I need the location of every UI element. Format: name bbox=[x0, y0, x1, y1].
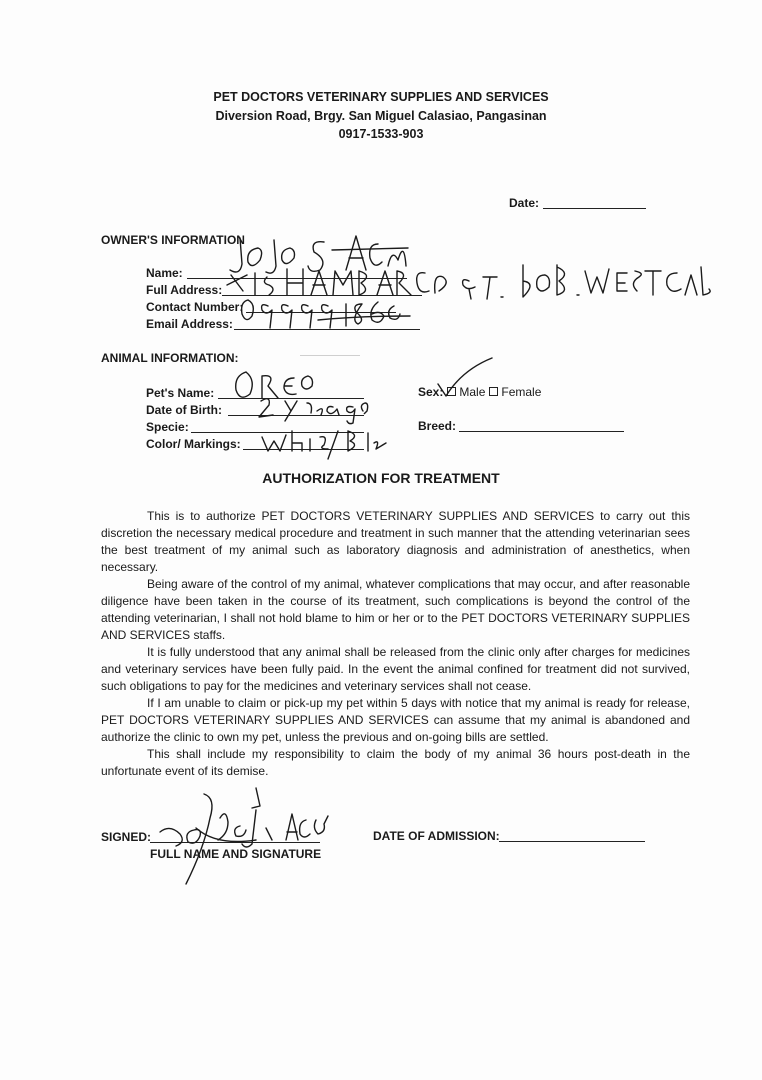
male-option: Male bbox=[459, 385, 486, 399]
email-label: Email Address: bbox=[146, 317, 233, 331]
signature-caption: FULL NAME AND SIGNATURE bbox=[150, 847, 322, 861]
auth-paragraph: This shall include my responsibility to claim the body of my animal 36 hours post-death in the unfortunate event of its demise. bbox=[101, 747, 690, 778]
handwritten-signature bbox=[156, 788, 331, 886]
address-label: Full Address: bbox=[146, 283, 223, 297]
auth-paragraph: Being aware of the control of my animal, whatever complications that may occur, and after reasonable diligence have been taken in the course of its treatment, such complications is beyond the control of the attending veterinarian, I shall not hold blame to him or her or to the PET DOCTORS VETERINARY SUPPLIES AND SERVICES staffs. bbox=[101, 577, 690, 642]
clinic-name: PET DOCTORS VETERINARY SUPPLIES AND SERVICES bbox=[213, 90, 549, 104]
contact-label: Contact Number: bbox=[146, 300, 244, 314]
name-label: Name: bbox=[146, 266, 183, 280]
handwritten-dob bbox=[255, 391, 375, 425]
sex-label: Sex: bbox=[418, 385, 444, 399]
breed-label: Breed: bbox=[418, 419, 457, 433]
specie-label: Specie: bbox=[146, 420, 189, 434]
auth-paragraph: If I am unable to claim or pick-up my pet within 5 days with notice that my animal is ready for release, PET DOCTORS VETERINARY SUPPLIES AND SERVICES can assume that my animal is abandoned and authorize the clinic to own my pet, unless the previous and on-going bills are settled. bbox=[101, 696, 690, 744]
auth-title: AUTHORIZATION FOR TREATMENT bbox=[262, 470, 500, 486]
clinic-address: Diversion Road, Brgy. San Miguel Calasiao, Pangasinan bbox=[215, 109, 547, 123]
owner-heading: OWNER'S INFORMATION bbox=[101, 233, 245, 247]
auth-paragraph: This is to authorize PET DOCTORS VETERINARY SUPPLIES AND SERVICES to carry out this discretion the necessary medical procedure and treatment in such manner that the attending veterinarian sees the best treatment of my animal such as laboratory diagnosis and administration of anesthetics, when necessary. bbox=[101, 509, 690, 574]
pet-name-label: Pet's Name: bbox=[146, 386, 215, 400]
animal-heading: ANIMAL INFORMATION: bbox=[101, 351, 239, 365]
scan-artifact bbox=[300, 355, 360, 356]
date-admission-field[interactable] bbox=[499, 841, 645, 842]
color-label: Color/ Markings: bbox=[146, 437, 241, 451]
signed-label: SIGNED: bbox=[101, 830, 152, 844]
breed-field[interactable] bbox=[459, 431, 624, 432]
date-admission-label: DATE OF ADMISSION: bbox=[373, 829, 500, 843]
clinic-phone: 0917-1533-903 bbox=[338, 127, 424, 141]
handwritten-sex-check bbox=[436, 356, 496, 402]
handwritten-color bbox=[258, 425, 398, 459]
female-option: Female bbox=[501, 385, 542, 399]
auth-paragraph: It is fully understood that any animal shall be released from the clinic only after charges for medicines and veterinary services have been fully paid. In the event the animal confined for treatment did not survived, such obligations to pay for the medicines and veterinary services shall not cease. bbox=[101, 645, 690, 693]
date-label: Date: bbox=[509, 196, 540, 210]
date-field[interactable] bbox=[543, 208, 646, 209]
auth-body bbox=[101, 508, 690, 780]
handwritten-contact bbox=[238, 292, 413, 330]
dob-label: Date of Birth: bbox=[146, 403, 222, 417]
